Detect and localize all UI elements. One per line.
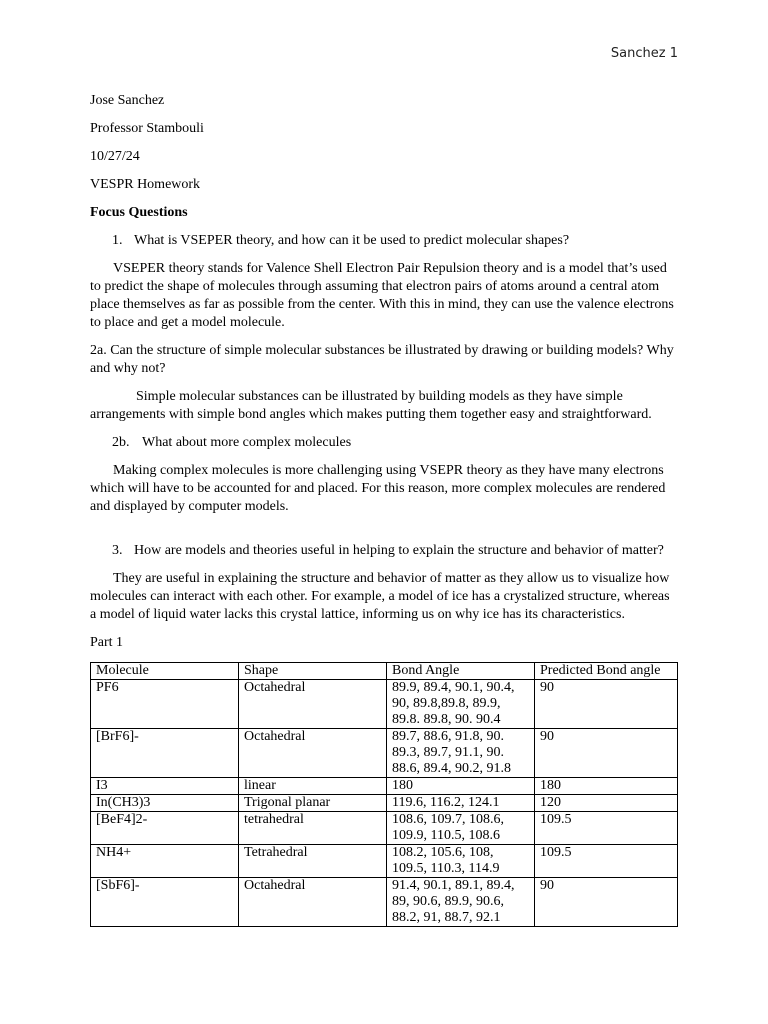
professor-name: Professor Stambouli: [90, 121, 204, 136]
answer-3: They are useful in explaining the structure and behavior of matter as they allow us to visualize how molecules can interact with each other. For example, a model of ice has a crystalized structure, whereas a model of liquid water lacks this crystal lattice, informing us on why ice has its characteristics.: [90, 571, 670, 622]
document-body: [90, 92, 678, 927]
part-label: Part 1: [90, 635, 124, 650]
question-3-text: How are models and theories useful in helping to explain the structure and behavior of matter?: [134, 543, 664, 558]
header-predicted-bond-angle: Predicted Bond angle: [535, 663, 678, 680]
table-row: [91, 878, 678, 927]
cell-shape: Octahedral: [239, 878, 387, 927]
section-title: Focus Questions: [90, 205, 188, 220]
date: 10/27/24: [90, 149, 140, 164]
assignment-title: VESPR Homework: [90, 177, 201, 192]
answer-1: VSEPER theory stands for Valence Shell Electron Pair Repulsion theory and is a model that’s used to predict the shape of molecules through assuming that electron pairs of atoms around a central atom place themselves as far as possible from the center. With this in mind, they can use the valence electrons to place and get a model molecule.: [90, 261, 674, 330]
cell-shape: Trigonal planar: [239, 795, 387, 812]
cell-predicted: 120: [535, 795, 678, 812]
cell-molecule: In(CH3)3: [91, 795, 239, 812]
cell-molecule: I3: [91, 778, 239, 795]
cell-shape: tetrahedral: [239, 812, 387, 845]
cell-predicted: 109.5: [535, 845, 678, 878]
cell-shape: Octahedral: [239, 680, 387, 729]
cell-molecule: [SbF6]-: [91, 878, 239, 927]
cell-shape: Octahedral: [239, 729, 387, 778]
table-row: [91, 795, 678, 812]
table-row: [91, 778, 678, 795]
table-row: [91, 812, 678, 845]
cell-predicted: 90: [535, 878, 678, 927]
table-row: [91, 845, 678, 878]
cell-bond-angle: 89.7, 88.6, 91.8, 90. 89.3, 89.7, 91.1, 90. 88.6, 89.4, 90.2, 91.8: [387, 729, 535, 778]
spacer: [90, 526, 678, 542]
author-name: Jose Sanchez: [90, 93, 165, 108]
question-1: [90, 232, 678, 250]
cell-bond-angle: 89.9, 89.4, 90.1, 90.4, 90, 89.8,89.8, 89.9, 89.8. 89.8, 90. 90.4: [387, 680, 535, 729]
bond-angle-table: [90, 662, 678, 927]
page-header: Sanchez 1: [610, 46, 678, 61]
header-bond-angle: Bond Angle: [387, 663, 535, 680]
header-shape: Shape: [239, 663, 387, 680]
cell-predicted: 109.5: [535, 812, 678, 845]
table-row: [91, 680, 678, 729]
question-3: [90, 542, 678, 560]
table-header-row: [91, 663, 678, 680]
cell-bond-angle: 119.6, 116.2, 124.1: [387, 795, 535, 812]
cell-predicted: 180: [535, 778, 678, 795]
cell-molecule: NH4+: [91, 845, 239, 878]
cell-bond-angle: 108.2, 105.6, 108, 109.5, 110.3, 114.9: [387, 845, 535, 878]
cell-molecule: PF6: [91, 680, 239, 729]
question-2b-number: 2b.: [112, 435, 130, 450]
cell-molecule: [BrF6]-: [91, 729, 239, 778]
question-2b: [90, 434, 678, 452]
question-1-text: What is VSEPER theory, and how can it be used to predict molecular shapes?: [134, 233, 570, 248]
question-2b-text: What about more complex molecules: [142, 435, 352, 450]
header-molecule: Molecule: [91, 663, 239, 680]
question-1-number: 1.: [112, 233, 123, 248]
question-2a: 2a. Can the structure of simple molecular substances be illustrated by drawing or building models? Why and why not?: [90, 343, 674, 376]
question-3-number: 3.: [112, 543, 123, 558]
cell-predicted: 90: [535, 729, 678, 778]
cell-shape: linear: [239, 778, 387, 795]
answer-2b: Making complex molecules is more challenging using VSEPR theory as they have many electrons which will have to be accounted for and placed. For this reason, more complex molecules are rendered and displayed by computer models.: [90, 463, 666, 514]
cell-molecule: [BeF4]2-: [91, 812, 239, 845]
cell-predicted: 90: [535, 680, 678, 729]
cell-shape: Tetrahedral: [239, 845, 387, 878]
cell-bond-angle: 180: [387, 778, 535, 795]
answer-2a: Simple molecular substances can be illustrated by building models as they have simple arrangements with simple bond angles which makes putting them together easy and straightforward.: [90, 389, 652, 422]
table-row: [91, 729, 678, 778]
cell-bond-angle: 108.6, 109.7, 108.6, 109.9, 110.5, 108.6: [387, 812, 535, 845]
cell-bond-angle: 91.4, 90.1, 89.1, 89.4, 89, 90.6, 89.9, 90.6, 88.2, 91, 88.7, 92.1: [387, 878, 535, 927]
